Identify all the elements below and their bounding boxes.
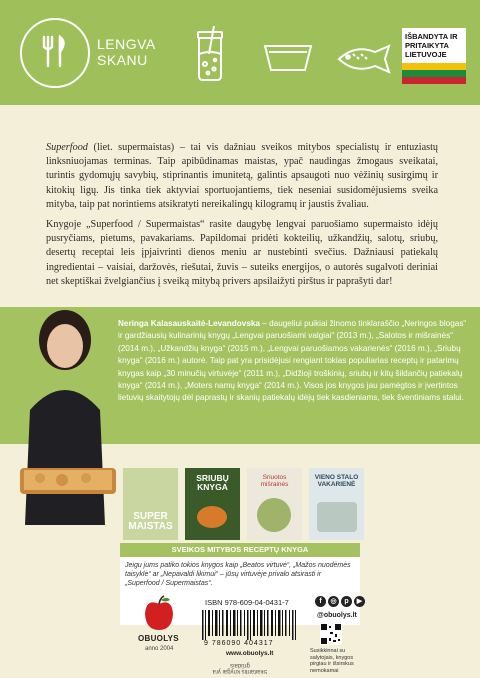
book-cover-sriuotos-misraines (247, 468, 302, 540)
jar-icon (192, 24, 228, 82)
printer-note: Skaitantis knygai yra grūdais (212, 662, 268, 674)
social-handle: @obuolys.lt (317, 612, 357, 619)
pinterest-icon[interactable]: p (341, 596, 352, 607)
author-bio (118, 318, 470, 405)
book-title: SUPER MAISTAS (128, 511, 173, 532)
book-title: SRIUBŲ KNYGA (196, 473, 229, 492)
book-cover-super-maistas (123, 468, 178, 540)
author-photo (10, 300, 120, 525)
qr-code[interactable] (320, 623, 342, 645)
fish-icon (335, 44, 395, 74)
flag-stripe-red (402, 77, 466, 84)
badge-text: IŠBANDYTA IR PRITAIKYTA LIETUVOJE (402, 28, 466, 63)
tested-in-lithuania-badge (402, 28, 466, 90)
series-title: SVEIKOS MITYBOS RECEPTŲ KNYGA (120, 543, 360, 557)
soup-bowl-icon (197, 506, 227, 528)
cutlery-icon (39, 34, 71, 68)
logo-line1: LENGVA (97, 36, 156, 52)
brand-logo-text (97, 36, 156, 68)
salad-bowl-icon (257, 498, 291, 532)
book-cover-vieno-stalo-vakariene (309, 468, 364, 540)
social-icons (315, 596, 365, 607)
flag-stripe-yellow (402, 63, 466, 70)
publisher-url[interactable]: www.obuolys.lt (226, 650, 274, 657)
isbn: ISBN 978-609-04-0431-7 (205, 598, 289, 607)
logo-line2: SKANU (97, 52, 148, 68)
book-title: VIENO STALO VAKARIENĖ (314, 474, 359, 488)
facebook-icon[interactable]: f (315, 596, 326, 607)
author-bio-text: – daugeliui puikiai žinomo tinklaraščio „Neringos blogas“ ir gardžiausių kulinarinių knygų „Lengvai paruošiami valgiai“ (2013 m.), „Salotos ir mišrainės“ (2014 m.), „Užkandžių knyga“ (2015 m.), „Lengvai paruošiamos vakarienės“ (2016 m.), „Sriubų knyga“ (2016 m.) autorė. Taip pat yra prisidėjusi rengiant tokias populiarias receptų ir patarimų knygas kaip „30 minučių virtuvėje“ (2011 m.), „Didžioji troškinių, sriubų ir kitų šildančių patiekalų knyga“ (2014 m.), „Moters namų knyga“ (2014 m.). Visos jos knygos jau pamėgtos ir įvertintos lietuvių skaitytojų dėl paprastų ir skanių patiekalų idėjų tiek kasdieniams, tiek šventiniams stalui. (118, 319, 467, 403)
qr-caption: Susikkinnai su salytojais, knygos pirgiau ir išsirskus nemokamai (310, 648, 354, 674)
publisher-year: anno 2004 (145, 646, 174, 652)
instagram-icon[interactable]: ◎ (328, 596, 339, 607)
youtube-icon[interactable]: ▶ (354, 596, 365, 607)
book-title: Sriuotos mišrainės (260, 474, 289, 488)
intro-paragraph-2: Knygoje „Superfood / Supermaistas“ rasite daugybę lengvai paruošiamo supermaisto idėjų pusryčiams, pietums, pavakariams. Papildomai pridėti kokteilių, užkandžių, salotų, sriubų, desertų receptai leis įpjaivrinti dienos meniu ar nustebinti svečius. Dažniausi patiekalų ingredientai – vaisiai, daržovės, riešutai, žuvis – suteiks energijos, o autorės sugalvoti deriniai net skeptiškai žvelgiančius į sveiką mitybą privers apsilaižyti pirštus ir paprašyti dar! (46, 219, 438, 287)
barcode-digits: 9 786090 404317 (204, 640, 274, 647)
flag-stripe-green (402, 70, 466, 77)
baking-dish-icon (263, 40, 313, 74)
author-name: Neringa Kalasauskaitė-Levandovska (118, 319, 260, 328)
series-note: Jeigu jums patiko tokios knygos kaip „Beatos virtuvė“, „Mažos nuodėmės taisyklė“ ar „Nepavaldi likimui“ – jūsų virtuvėje privalo atsirasti ir „Superfood / Supermaistas“. (125, 562, 351, 587)
intro-paragraph-1 (46, 141, 438, 212)
publisher-name: OBUOLYS (138, 634, 179, 643)
intro-text (46, 141, 438, 289)
dish-photo (317, 502, 357, 532)
superfood-term: Superfood (46, 142, 88, 153)
book-cover-sriubu-knyga (185, 468, 240, 540)
intro-paragraph-1-body: (liet. supermaistas) – tai vis dažniau sveikos mitybos specialistų ir entuziastų linksniuojamas terminas. Taip apibūdinamas maistas, ypač naudingas žmogaus sveikatai, turintis gydomųjų savybių, stiprinantis imunitetą, galintis apsaugoti nuo vėžinių susirgimų ir kitokių ligų. Jis tinka tiek aktyviai sportuojantiems, tiek neseniai susidomėjusiems sveika mityba, taip pat norintiems atsikratyti nereikalingų kilogramų ir jaustis žvaliau. (46, 142, 438, 210)
barcode (200, 610, 300, 640)
apple-logo-icon (142, 594, 176, 634)
